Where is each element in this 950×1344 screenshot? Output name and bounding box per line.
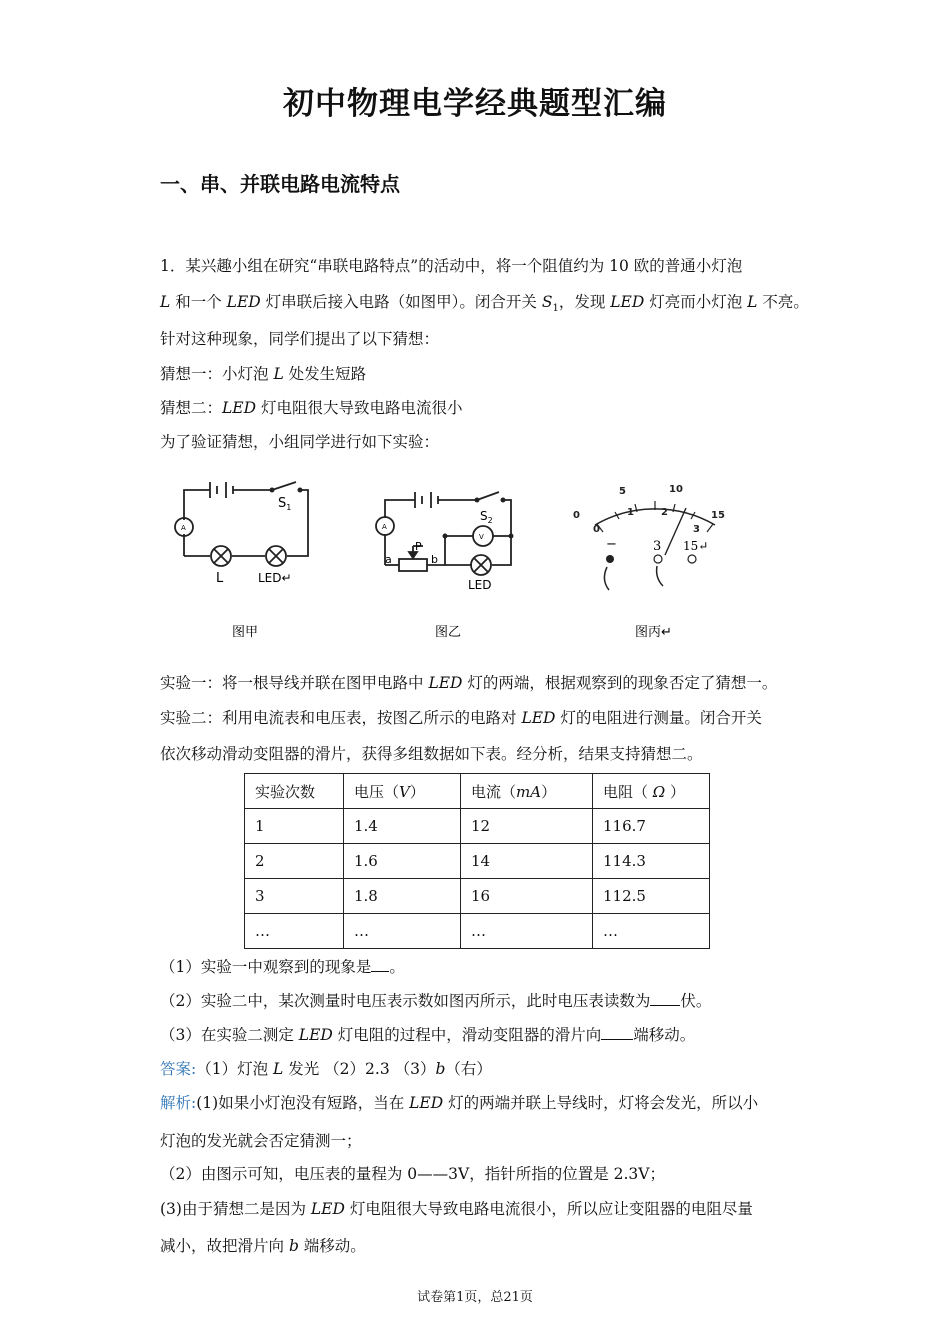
- svg-text:1: 1: [627, 507, 634, 518]
- svg-text:0: 0: [593, 524, 600, 535]
- switch-label: $S_2$: [480, 509, 493, 525]
- led-label: LED: [468, 578, 492, 592]
- ammeter-label: A: [181, 524, 186, 532]
- question-2: （2）实验二中，某次测量时电压表示数如图丙所示，此时电压表读数为 伏。: [160, 992, 712, 1010]
- svg-text:10: 10: [669, 484, 683, 495]
- analysis-4: (3)由于猜想二是因为 LED 灯电阻很大导致电路电流很小，所以应让变阻器的电阻尽量: [160, 1200, 753, 1218]
- experiment-2b: 依次移动滑动变阻器的滑片，获得多组数据如下表。经分析，结果支持猜想二。: [160, 745, 703, 763]
- figure-caption-bing: 图丙↵: [635, 625, 672, 640]
- figure-yi-circuit: [365, 470, 540, 645]
- terminal-neg: −: [606, 537, 617, 552]
- section-heading: 一、串、并联电路电流特点: [160, 172, 400, 196]
- page-footer: 试卷第1页，总21页: [417, 1290, 533, 1305]
- question-3: （3）在实验二测定 LED 灯电阻的过程中，滑动变阻器的滑片向 端移动。: [160, 1026, 696, 1044]
- figure-caption-jia: 图甲: [232, 625, 259, 640]
- guess-1: 猜想一：小灯泡 L 处发生短路: [160, 365, 367, 383]
- header-cell: 实验次数: [245, 774, 344, 809]
- data-table: [244, 773, 710, 949]
- ammeter-label: A: [382, 523, 387, 531]
- terminal-15: 15↵: [683, 539, 709, 553]
- slider-label: P: [415, 540, 422, 553]
- figure-bing-voltmeter: [565, 470, 750, 645]
- switch-label: $S_1$: [278, 496, 292, 512]
- guess-2: 猜想二：LED 灯电阻很大导致电路电流很小: [160, 399, 463, 417]
- svg-text:3: 3: [693, 524, 700, 535]
- table-row: 3 1.8 16 112.5: [245, 879, 710, 914]
- lamp-label: L: [216, 571, 224, 586]
- table-row: 1 1.4 12 116.7: [245, 809, 710, 844]
- end-a-label: a: [385, 553, 392, 566]
- problem-intro-2: L 和一个 LED 灯串联后接入电路（如图甲）。闭合开关 $S_1$，发现 LED 灯亮而小灯泡 L 不亮。: [160, 293, 809, 315]
- analysis-1: 解析:(1)如果小灯泡没有短路，当在 LED 灯的两端并联上导线时，灯将会发光，所以小: [160, 1094, 759, 1112]
- svg-text:5: 5: [619, 486, 626, 497]
- figure-caption-yi: 图乙: [435, 625, 462, 640]
- problem-intro-3: 针对这种现象，同学们提出了以下猜想：: [160, 330, 440, 348]
- table-header-row: [245, 774, 710, 809]
- svg-text:2: 2: [661, 507, 668, 518]
- terminal-3: 3: [653, 539, 662, 554]
- analysis-5: 减小，故把滑片向 b 端移动。: [160, 1237, 366, 1255]
- led-label: LED↵: [258, 571, 292, 585]
- page-title: 初中物理电学经典题型汇编: [283, 86, 667, 122]
- analysis-3: （2）由图示可知，电压表的量程为 0——3V，指针所指的位置是 2.3V；: [160, 1165, 665, 1183]
- answer-line: 答案:（1）灯泡 L 发光 （2）2.3 （3）b（右）: [160, 1060, 492, 1078]
- problem-intro-1: 1．某兴趣小组在研究“串联电路特点”的活动中，将一个阻值约为 10 欧的普通小灯泡: [160, 257, 743, 275]
- header-cell: 电阻（ Ω ）: [593, 774, 710, 809]
- header-cell: 电压（V）: [344, 774, 461, 809]
- table-row: … … … …: [245, 914, 710, 949]
- answer-label: 答案:: [160, 1060, 197, 1078]
- experiment-2a: 实验二：利用电流表和电压表，按图乙所示的电路对 LED 灯的电阻进行测量。闭合开关: [160, 709, 762, 727]
- header-cell: 电流（mA）: [461, 774, 593, 809]
- voltmeter-label: V: [479, 533, 484, 541]
- question-1: （1）实验一中观察到的现象是 。: [160, 958, 405, 976]
- analysis-label: 解析:: [160, 1094, 197, 1112]
- analysis-2: 灯泡的发光就会否定猜测一；: [160, 1132, 362, 1150]
- end-b-label: b: [431, 553, 438, 566]
- svg-text:0: 0: [573, 510, 580, 521]
- svg-text:15: 15: [711, 510, 725, 521]
- experiment-1: 实验一：将一根导线并联在图甲电路中 LED 灯的两端，根据观察到的现象否定了猜想一。: [160, 674, 778, 692]
- verify-line: 为了验证猜想，小组同学进行如下实验：: [160, 433, 440, 451]
- table-row: 2 1.6 14 114.3: [245, 844, 710, 879]
- figure-jia-circuit: [160, 470, 330, 645]
